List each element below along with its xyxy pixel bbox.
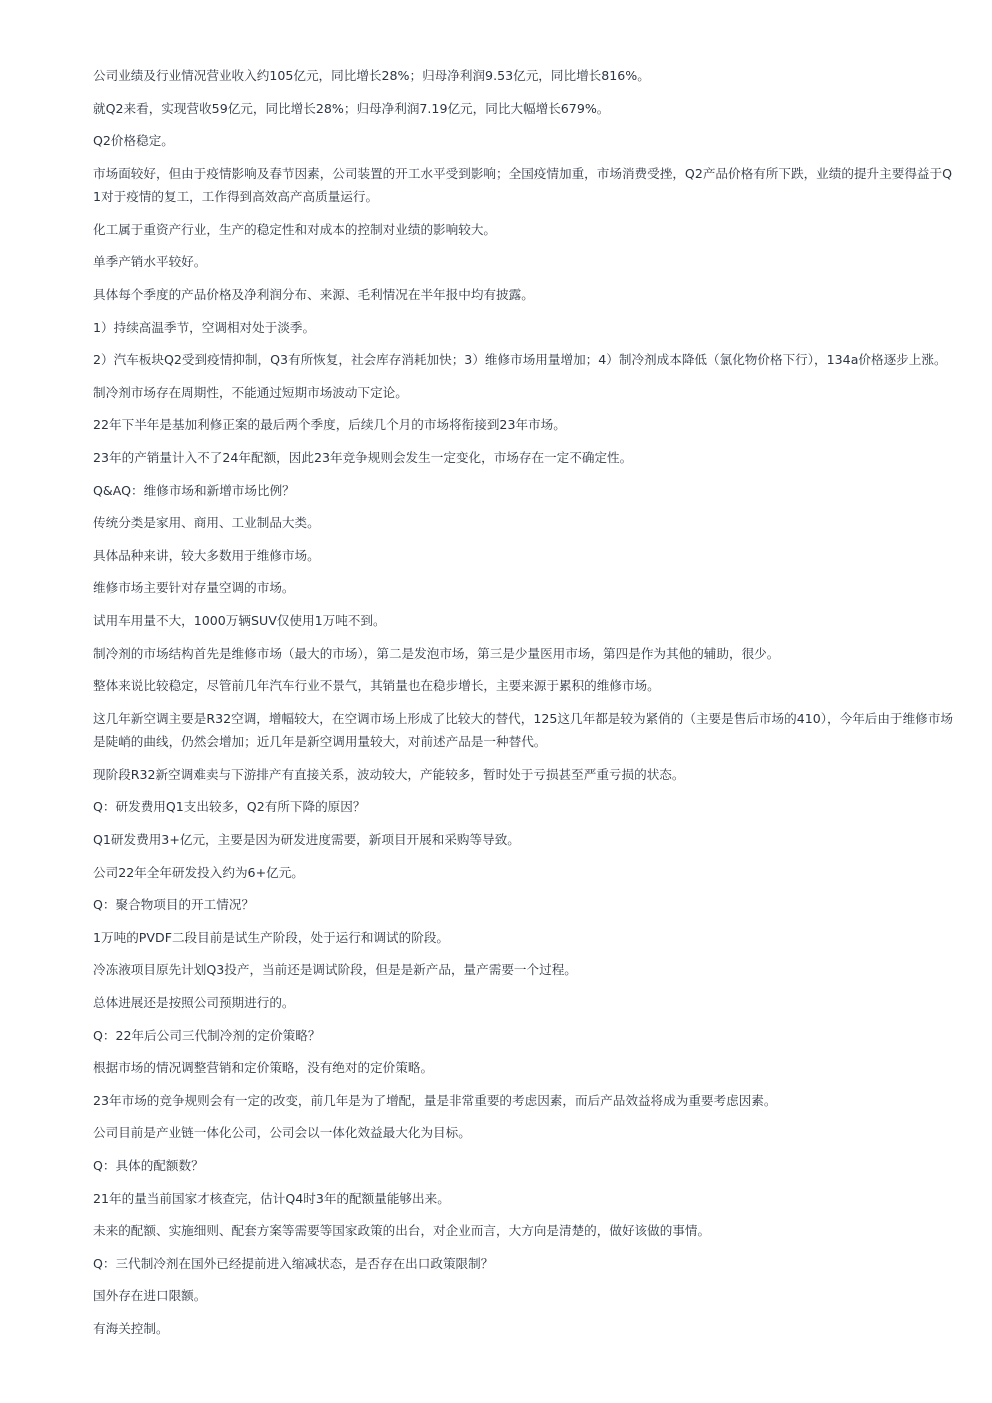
answer-quota-check: 21年的量当前国家才核查完，估计Q4时3年的配额量能够出来。 — [93, 1190, 450, 1206]
answer-customs: 有海关控制。 — [93, 1320, 169, 1336]
answer-import-limit: 国外存在进口限额。 — [93, 1288, 207, 1304]
paragraph-kigali: 22年下半年是基加利修正案的最后两个季度，后续几个月的市场将衔接到23年市场。 — [93, 417, 566, 433]
answer-r32-losses: 现阶段R32新空调难卖与下游排产有直接关系，波动较大，产能较多，暂时处于亏损甚至严重亏损的状态。 — [93, 766, 685, 782]
question-polymer: Q：聚合物项目的开工情况？ — [93, 897, 255, 913]
paragraph-chemical-industry: 化工属于重资产行业，生产的稳定性和对成本的控制对业绩的影响较大。 — [93, 221, 496, 237]
question-quota: Q：具体的配额数？ — [93, 1158, 204, 1173]
paragraph-disclosure: 具体每个季度的产品价格及净利润分布、来源、毛利情况在半年报中均有披露。 — [93, 287, 534, 303]
answer-rd-q1: Q1研发费用3+亿元，主要是因为研发进度需要，新项目开展和采购等导致。 — [93, 832, 520, 848]
paragraph-revenue: 公司业绩及行业情况营业收入约105亿元，同比增长28%；归母净利润9.53亿元，同比增长816%。 — [93, 68, 650, 83]
answer-vehicle-usage: 试用车用量不大，1000万辆SUV仅使用1万吨不到。 — [93, 613, 386, 628]
paragraph-point-2: 2）汽车板块Q2受到疫情抑制，Q3有所恢复，社会库存消耗加快；3）维修市场用量增加；4）制冷剂成本降低（氯化物价格下行），134a价格逐步上涨。 — [93, 352, 947, 368]
answer-quota-policy: 未来的配额、实施细则、配套方案等需要等国家政策的出台，对企业而言，大方向是清楚的，做好该做的事情。 — [93, 1223, 711, 1239]
answer-progress: 总体进展还是按照公司预期进行的。 — [93, 995, 295, 1011]
question-pricing: Q：22年后公司三代制冷剂的定价策略？ — [93, 1027, 321, 1043]
paragraph-q2-price: Q2价格稳定。 — [93, 133, 174, 149]
answer-varieties: 具体品种来讲，较大多数用于维修市场。 — [93, 547, 320, 563]
answer-coolant: 冷冻液项目原先计划Q3投产，当前还是调试阶段，但是是新产品，量产需要一个过程。 — [93, 962, 577, 978]
answer-pvdf: 1万吨的PVDF二段目前是试生产阶段，处于运行和调试的阶段。 — [93, 929, 450, 945]
question-market-ratio: Q&AQ：维修市场和新增市场比例？ — [93, 482, 295, 498]
answer-rd-annual: 公司22年全年研发投入约为6+亿元。 — [93, 864, 304, 880]
paragraph-sales-level: 单季产销水平较好。 — [93, 254, 207, 270]
paragraph-q2-revenue: 就Q2来看，实现营收59亿元，同比增长28%；归母净利润7.19亿元，同比大幅增长679%。 — [93, 100, 610, 116]
document-body — [93, 64, 953, 1350]
answer-integration: 公司目前是产业链一体化公司，公司会以一体化效益最大化为目标。 — [93, 1125, 471, 1141]
paragraph-market: 市场面较好，但由于疫情影响及春节因素，公司装置的开工水平受到影响；全国疫情加重，市场消费受挫，Q2产品价格有所下跌，业绩的提升主要得益于Q1对于疫情的复工，工作得到高效高产高质量运行。 — [93, 165, 953, 205]
paragraph-point-1: 1）持续高温季节，空调相对处于淡季。 — [93, 319, 316, 335]
answer-market-structure: 制冷剂的市场结构首先是维修市场（最大的市场），第二是发泡市场，第三是少量医用市场，第四是作为其他的辅助，很少。 — [93, 645, 780, 661]
answer-stability: 整体来说比较稳定，尽管前几年汽车行业不景气，其销量也在稳步增长，主要来源于累积的维修市场。 — [93, 678, 660, 694]
question-rd-expense: Q：研发费用Q1支出较多，Q2有所下降的原因？ — [93, 799, 366, 815]
question-export: Q：三代制冷剂在国外已经提前进入缩减状态，是否存在出口政策限制？ — [93, 1255, 494, 1271]
paragraph-quota-rules: 23年的产销量计入不了24年配额，因此23年竞争规则会发生一定变化，市场存在一定不确定性。 — [93, 450, 633, 466]
answer-r32: 这几年新空调主要是R32空调，增幅较大，在空调市场上形成了比较大的替代，125这几年都是较为紧俏的（主要是售后市场的410），今年后由于维修市场是陡峭的曲线，仍然会增加；近几年是新空调用量较大，对前述产品是一种替代。 — [93, 710, 953, 750]
answer-pricing-strategy: 根据市场的情况调整营销和定价策略，没有绝对的定价策略。 — [93, 1060, 434, 1076]
answer-classification: 传统分类是家用、商用、工业制品大类。 — [93, 515, 320, 531]
answer-repair-market: 维修市场主要针对存量空调的市场。 — [93, 580, 295, 596]
paragraph-cyclicality: 制冷剂市场存在周期性，不能通过短期市场波动下定论。 — [93, 384, 408, 400]
answer-competition-rules: 23年市场的竞争规则会有一定的改变，前几年是为了增配，量是非常重要的考虑因素，而后产品效益将成为重要考虑因素。 — [93, 1092, 777, 1108]
